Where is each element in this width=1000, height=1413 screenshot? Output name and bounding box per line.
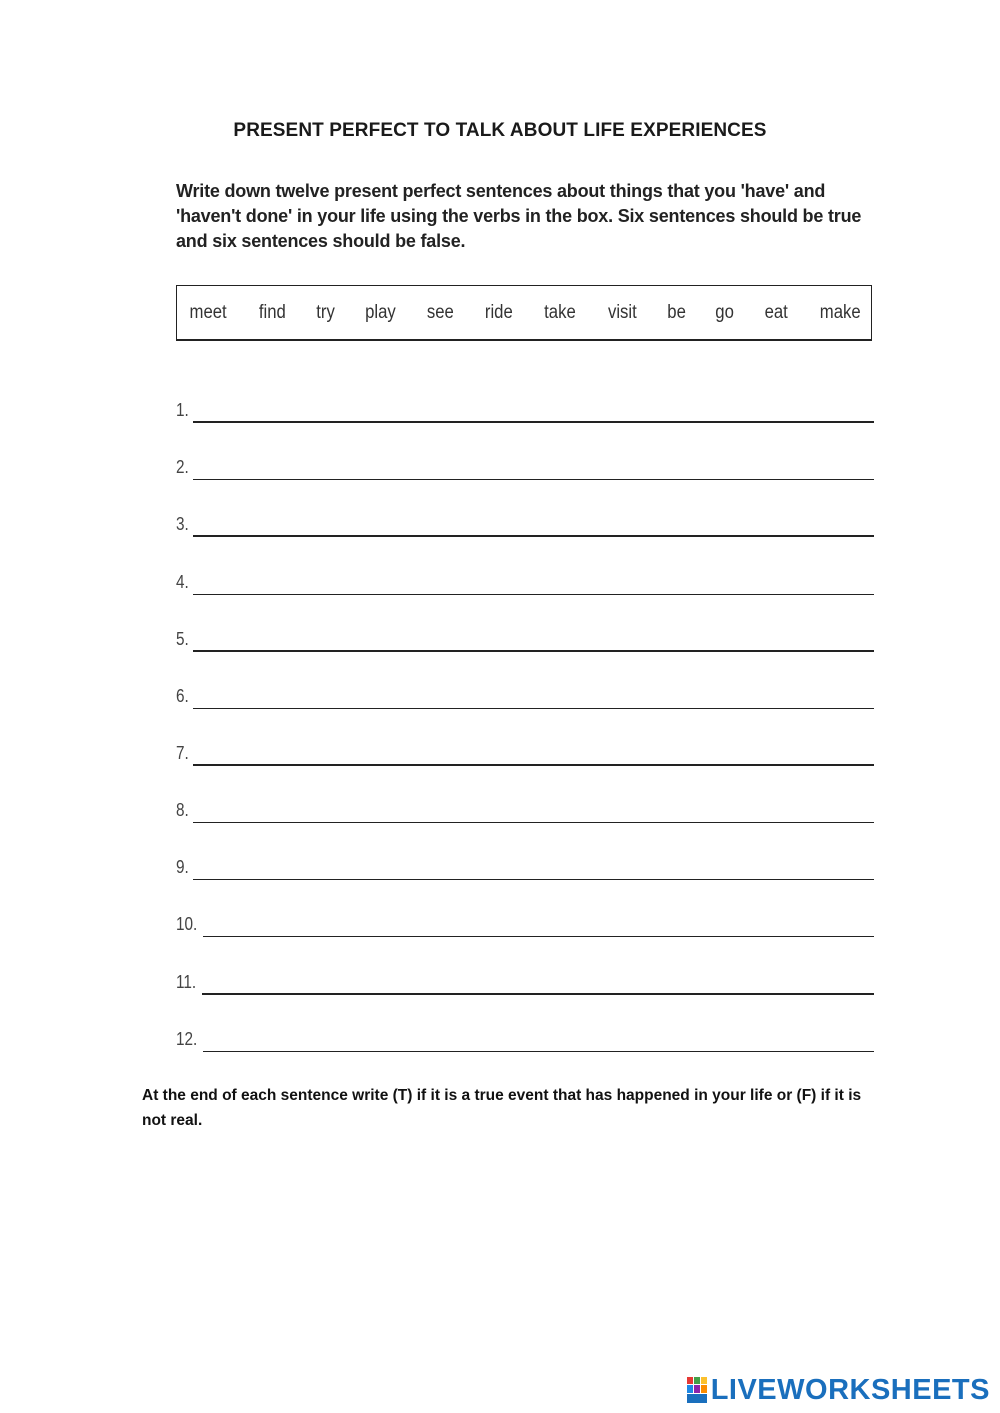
verb-word: go <box>715 301 735 323</box>
verb-word: see <box>427 301 455 323</box>
answer-blank-1[interactable] <box>193 421 874 423</box>
answer-blank-10[interactable] <box>203 936 874 937</box>
answer-number: 1. <box>176 400 189 420</box>
answer-number: 6. <box>176 686 189 706</box>
instructions-text: Write down twelve present perfect sentences about things that you 'have' and 'haven't done' in your life using the verbs in the box. Six sentences should be true and six sentences should be false. <box>176 181 862 251</box>
answer-blank-8[interactable] <box>193 822 874 823</box>
verb-word: make <box>819 301 861 323</box>
answer-row-6 <box>176 679 874 709</box>
answer-blank-3[interactable] <box>193 535 874 537</box>
liveworksheets-logo <box>687 1373 990 1407</box>
answer-row-5 <box>176 622 874 652</box>
answer-blank-7[interactable] <box>193 764 874 766</box>
verb-word: eat <box>764 301 788 323</box>
verb-word: be <box>666 301 686 323</box>
logo-text: LIVEWORKSHEETS <box>710 1373 990 1406</box>
verb-word: meet <box>189 301 227 323</box>
answer-row-9 <box>176 850 874 880</box>
answer-blank-5[interactable] <box>193 650 874 652</box>
liveworksheets-logo-icon <box>687 1377 709 1403</box>
answer-row-12 <box>176 1022 874 1052</box>
answer-number: 5. <box>176 629 189 649</box>
verb-word: visit <box>607 301 637 323</box>
answer-row-8 <box>176 793 874 823</box>
answer-blank-11[interactable] <box>202 993 874 995</box>
answer-number: 10. <box>176 914 198 934</box>
answer-row-3 <box>176 507 874 537</box>
verb-word: ride <box>485 301 514 323</box>
answer-number: 4. <box>176 572 189 592</box>
answer-blank-6[interactable] <box>193 708 874 709</box>
answer-row-2 <box>176 450 874 480</box>
answer-blank-12[interactable] <box>203 1051 874 1052</box>
worksheet-title: PRESENT PERFECT TO TALK ABOUT LIFE EXPERIENCES <box>233 120 767 141</box>
verb-word: try <box>315 301 335 323</box>
answer-blank-4[interactable] <box>193 594 874 595</box>
answer-row-11 <box>176 965 874 995</box>
answer-number: 7. <box>176 743 189 763</box>
true-false-note: At the end of each sentence write (T) if it is a true event that has happened in your life or (F) if it is not real. <box>142 1087 862 1129</box>
answer-row-4 <box>176 565 874 595</box>
answer-number: 8. <box>176 800 189 820</box>
answer-number: 9. <box>176 857 189 877</box>
answer-blank-9[interactable] <box>193 879 874 880</box>
verb-box <box>176 285 872 341</box>
verb-word: find <box>258 301 286 323</box>
verb-word: play <box>365 301 396 323</box>
answer-number: 3. <box>176 514 189 534</box>
answer-row-7 <box>176 736 874 766</box>
answer-row-10 <box>176 907 874 937</box>
verb-word: take <box>544 301 577 323</box>
answer-number: 11. <box>176 972 197 992</box>
answer-blank-2[interactable] <box>193 479 874 480</box>
answer-number: 12. <box>176 1029 198 1049</box>
answer-number: 2. <box>176 457 189 477</box>
answer-row-1 <box>176 393 874 423</box>
